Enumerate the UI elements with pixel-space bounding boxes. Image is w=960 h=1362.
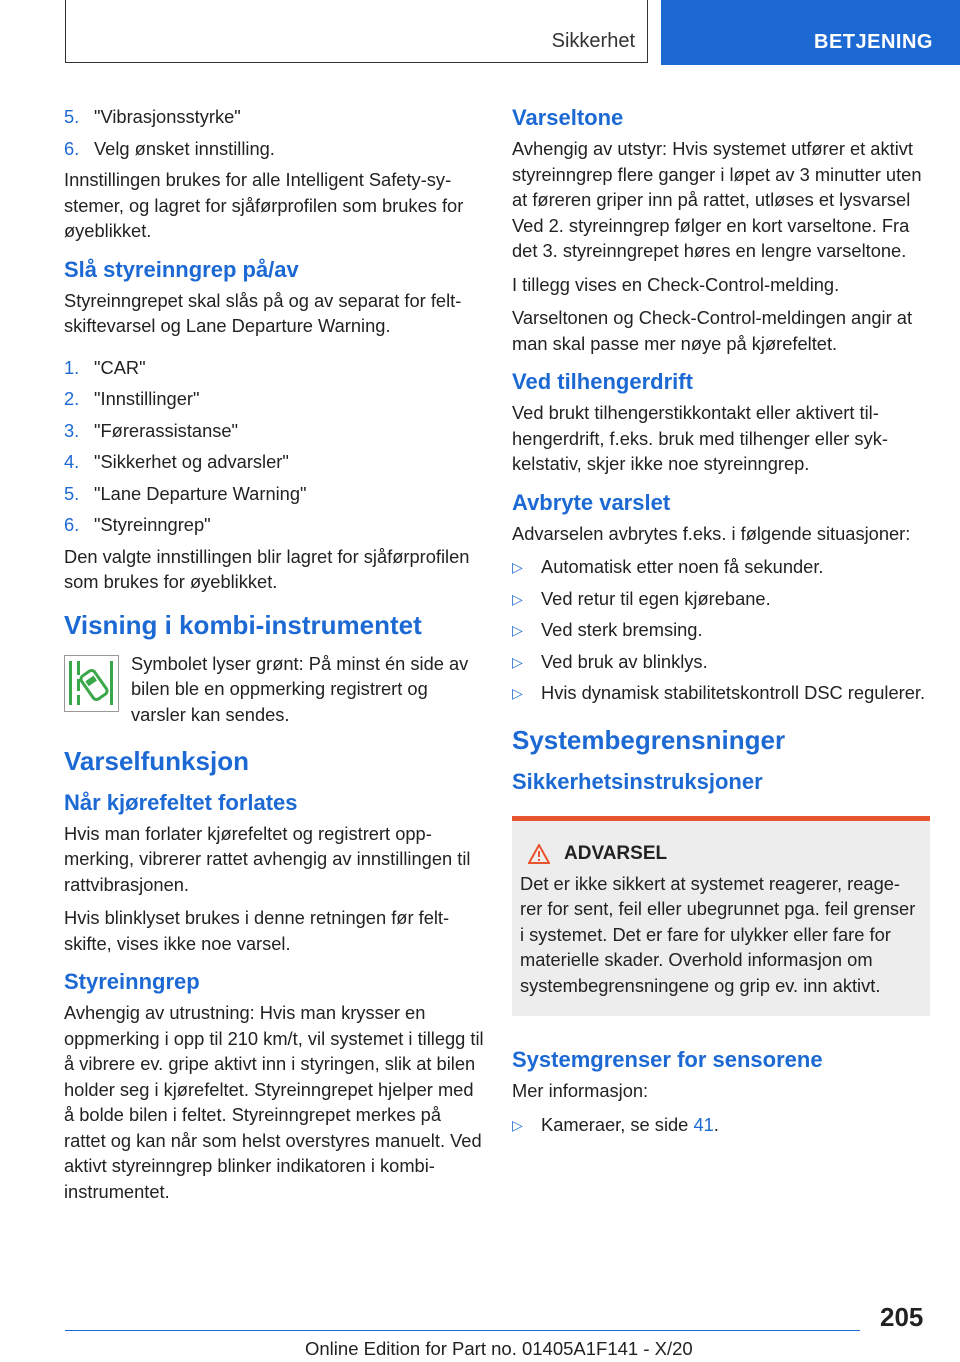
indicator-text: Symbolet lyser grønt: På minst én side av bilen ble en oppmerking registrert og varsler kan sendes.: [131, 652, 469, 725]
paragraph: Styreinngrepet skal slås på og av separat for feltskiftevarsel og Lane Departure Warning.: [64, 289, 462, 336]
steps-list-b: [64, 355, 484, 538]
heading-sla-styreinngrep: Slå styreinngrep på/av: [64, 256, 299, 282]
list-item: [512, 649, 930, 675]
left-column: [64, 104, 484, 1212]
list-text: Ved sterk bremsing.: [541, 619, 703, 640]
list-item: [64, 136, 484, 162]
list-text: Velg ønsket innstilling.: [94, 137, 275, 159]
lane-assist-indicator-icon: [64, 655, 119, 712]
paragraph: I tillegg vises en Check-Control-melding.: [512, 273, 840, 295]
heading-styreinngrep: Styreinngrep: [64, 969, 200, 994]
indicator-description: [64, 651, 484, 731]
list-text: "Lane Departure Warning": [94, 482, 307, 504]
list-item: [512, 617, 930, 643]
list-number: 3.: [64, 419, 80, 441]
heading-visning-kombi: Visning i kombi-instrumentet: [64, 609, 422, 640]
list-number: 5.: [64, 482, 80, 504]
list-item: [64, 386, 484, 412]
list-text: "CAR": [94, 356, 146, 378]
heading-avbryte-varslet: Avbryte varslet: [512, 489, 671, 515]
paragraph: Hvis blinklyset brukes i denne retningen før feltskifte, vises ikke noe varsel.: [64, 907, 450, 954]
heading-varselfunksjon: Varselfunksjon: [64, 745, 249, 776]
list-number: 6.: [64, 514, 80, 535]
list-text: Ved retur til egen kjørebane.: [541, 587, 771, 609]
list-number: 4.: [64, 451, 80, 472]
bullet-triangle-icon: ▷: [512, 653, 523, 670]
ref-text: Kameraer, se side: [541, 1113, 689, 1135]
heading-systembegrensninger: Systembegrensninger: [512, 724, 786, 755]
list-text: "Vibrasjonsstyrke": [94, 106, 241, 127]
heading-systemgrenser-sensorene: Systemgrenser for sensorene: [512, 1047, 823, 1072]
list-item: [512, 1112, 930, 1138]
bullet-triangle-icon: ▷: [512, 559, 523, 575]
paragraph: Advarselen avbrytes f.eks. i følgende situasjoner:: [512, 522, 911, 544]
list-text: "Førerassistanse": [94, 419, 239, 441]
header-section-title: Sikkerhet: [551, 30, 635, 52]
heading-varseltone: Varseltone: [512, 105, 624, 130]
paragraph: Mer informasjon:: [512, 1080, 649, 1101]
list-item: [512, 680, 930, 706]
list-text: [512, 1112, 930, 1138]
heading-nar-kjorefeltet: Når kjørefeltet forlates: [64, 789, 298, 815]
bullet-triangle-icon: ▷: [512, 685, 523, 701]
situations-list: [512, 554, 930, 706]
list-text: "Sikkerhet og advarsler": [94, 451, 289, 472]
paragraph: Ved brukt tilhengerstikkontakt eller aktivert tilhengerdrift, f.eks. bruk med tilhenger eller sykkelstativ, skjer ikke noe styreinngrep.: [512, 402, 888, 474]
bullet-triangle-icon: ▷: [512, 622, 523, 638]
header-chapter-tab[interactable]: BETJENING: [661, 0, 960, 65]
warning-box: [512, 816, 930, 1017]
list-item: [64, 418, 484, 444]
list-text: "Innstillinger": [94, 388, 200, 409]
ref-end: .: [713, 1113, 719, 1135]
list-number: 6.: [64, 137, 80, 159]
list-item: [64, 481, 484, 507]
list-item: [64, 355, 484, 381]
list-item: [512, 586, 930, 612]
list-number: 1.: [64, 356, 80, 378]
bullet-triangle-icon: ▷: [512, 1116, 523, 1133]
footer-edition: Online Edition for Part no. 01405A1F141 - X/20: [305, 1338, 693, 1359]
warning-title: ADVARSEL: [564, 842, 668, 864]
warning-text: Det er ikke sikkert at systemet reagerer, reagerer for sent, feil eller ubegrunnet pga. feil grenser i systemet. Det er fare for ulykker eller fare for materielle skader. Overhold informasjon om systembegrensningene og grip ev. inn aktivt.: [520, 872, 916, 996]
paragraph: Avhengig av utstyr: Hvis systemet utfører et aktivt styreinngrep flere ganger i løpet av 3 minutter uten at føreren griper inn på rattet, utløses et lysvarsel Ved 2. styreinngrep følger en kort varseltone. Fra det 3. styreinngrepet høres en lengre varseltone.: [512, 138, 922, 261]
list-text: Automatisk etter noen få sekunder.: [541, 556, 824, 577]
page-number: 205: [880, 1302, 924, 1332]
list-item: [64, 512, 484, 538]
list-text: Hvis dynamisk stabilitetskontroll DSC regulerer.: [541, 682, 926, 703]
list-item: [64, 104, 484, 130]
heading-sikkerhetsinstruksjoner: Sikkerhetsinstruksjoner: [512, 768, 763, 794]
list-item: [64, 449, 484, 475]
list-number: 5.: [64, 106, 80, 127]
page-reference-link[interactable]: 41: [693, 1113, 714, 1135]
paragraph: Avhengig av utrustning: Hvis man krysser en oppmerking i opp til 210 km/t, vil systemet i tillegg til å vibrere ev. gripe aktivt inn i styringen, slik at bilen holder seg i kjørefeltet. Styreinngrepet hjelper med å bolde bilen i feltet. Styreinngrepet merkes på rattet og kan når som helst overstyres manuelt. Ved aktivt styreinngrep blinker indikatoren i kombi-instrumentet.: [64, 1002, 484, 1202]
paragraph: Innstillingen brukes for alle Intelligent Safety-systemer, og lagret for sjåførprofilen som brukes for øyeblikket.: [64, 169, 464, 241]
steps-list-a: [64, 104, 484, 161]
warning-triangle-icon: [528, 844, 550, 864]
paragraph: Hvis man forlater kjørefeltet og registrert oppmerking, vibrerer rattet avhengig av innstillingen til rattvibrasjonen.: [64, 822, 471, 895]
list-item: [512, 554, 930, 580]
paragraph: Varseltonen og Check-Control-meldingen angir at man skal passe mer nøye på kjørefeltet.: [512, 307, 913, 354]
right-column: [512, 104, 930, 1143]
bullet-triangle-icon: ▷: [512, 590, 523, 607]
paragraph: Den valgte innstillingen blir lagret for sjåførprofilen som brukes for øyeblikket.: [64, 545, 470, 592]
heading-tilhengerdrift: Ved tilhengerdrift: [512, 369, 693, 394]
list-text: Ved bruk av blinklys.: [541, 650, 708, 672]
warning-title-row: [520, 843, 916, 865]
list-number: 2.: [64, 388, 80, 409]
footer-divider: [65, 1330, 860, 1331]
list-text: "Styreinngrep": [94, 514, 211, 535]
